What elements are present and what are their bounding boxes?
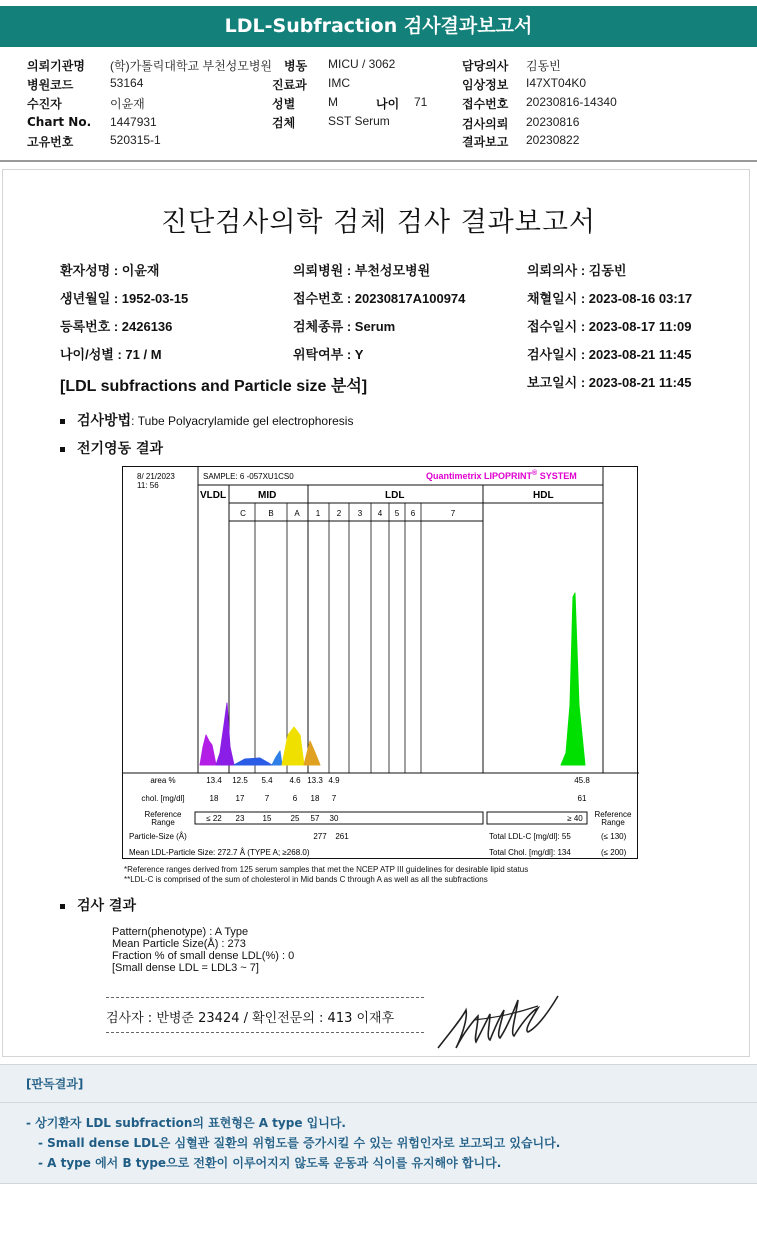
peak-vldl (200, 735, 216, 765)
reading-divider (0, 1102, 757, 1103)
value-receipt: 20230816-14340 (526, 95, 617, 109)
chol-value: 7 (264, 794, 270, 803)
field-receipt: 접수번호 : 20230817A100974 (293, 291, 466, 306)
reading-line-3: - A type 에서 B type으로 전환이 이루어지지 않도록 운동과 식이를 유지해야 합니다. (38, 1156, 502, 1170)
label-age: 나이 (376, 97, 400, 111)
row-label-ref-2: Range (151, 818, 175, 827)
peak-mid-b (234, 758, 272, 765)
total-chol: Total Chol. [mg/dl]: 134 (489, 848, 571, 857)
result-size: Mean Particle Size(Å) : 273 (112, 938, 246, 950)
chart-sample: SAMPLE: 6 -057XU1CS0 (203, 472, 294, 481)
field-hospital: 의뢰병원 : 부천성모병원 (293, 263, 431, 278)
value-specimen: SST Serum (328, 114, 390, 128)
result-fraction: Fraction % of small dense LDL(%) : 0 (112, 950, 295, 962)
value-unique: 520315-1 (110, 133, 161, 147)
label-sex: 성별 (272, 97, 296, 111)
value-dept: IMC (328, 76, 350, 90)
field-receipt-time: 접수일시 : 2023-08-17 11:09 (527, 319, 692, 334)
label-specimen: 검체 (272, 116, 296, 130)
chol-value: 61 (577, 794, 587, 803)
result-title: 검사 결과 (77, 898, 136, 914)
chart-brand-name: Quantimetrix LIPOPRINT (426, 471, 533, 481)
result-pattern: Pattern(phenotype) : A Type (112, 926, 249, 938)
mean-particle-size: Mean LDL-Particle Size: 272.7 Å (TYPE A; ≥268.0) (129, 848, 310, 857)
chart-notes (124, 865, 528, 885)
label-patient: 수진자 (27, 97, 62, 111)
label-report-date: 결과보고 (462, 135, 509, 149)
particle-size-label: Particle-Size (Å) (129, 832, 187, 841)
peak-hdl (561, 593, 585, 765)
group-mid: MID (258, 490, 277, 501)
reading-title: [판독결과] (26, 1077, 84, 1091)
chol-value: 6 (292, 794, 298, 803)
value-ward: MICU / 3062 (328, 57, 396, 71)
band-label-5: 5 (394, 509, 400, 518)
ref-right-label-2: Range (601, 818, 625, 827)
label-dept: 진료과 (272, 78, 307, 92)
group-vldl: VLDL (200, 490, 227, 501)
peak-ldl-1 (282, 727, 304, 765)
result-heading (60, 895, 136, 915)
chart-brand (426, 469, 577, 481)
total-ldl: Total LDL-C [mg/dl]: 55 (489, 832, 571, 841)
value-code: 53164 (110, 76, 144, 90)
area-value: 4.6 (289, 776, 301, 785)
area-value: 13.3 (307, 776, 323, 785)
sign-divider-bottom (106, 1032, 424, 1033)
note-1: *Reference ranges derived from 125 serum samples that met the NCEP ATP III guidelines for desirable lipid status (124, 865, 529, 874)
field-specimen: 검체종류 : Serum (293, 319, 396, 334)
field-agesex: 나이/성별 : 71 / M (60, 347, 162, 362)
area-value: 4.9 (328, 776, 340, 785)
band-label-c: C (240, 509, 246, 518)
ref-value: ≤ 22 (206, 814, 222, 823)
field-test-time: 검사일시 : 2023-08-21 11:45 (527, 347, 692, 362)
area-value: 45.8 (574, 776, 590, 785)
field-birth: 생년월일 : 1952-03-15 (60, 291, 189, 306)
particle-size-value: 277 (313, 832, 327, 841)
sign-divider-top (106, 997, 424, 998)
area-value: 12.5 (232, 776, 248, 785)
total-chol-ref: (≤ 200) (601, 848, 627, 857)
result-definition: [Small dense LDL = LDL3 ~ 7] (112, 962, 259, 974)
patient-header (0, 52, 757, 162)
chol-value: 17 (235, 794, 245, 803)
value-sex: M (328, 95, 338, 109)
lipoprint-svg (123, 467, 639, 860)
value-request: 20230816 (526, 115, 580, 129)
electrophoresis-heading (60, 438, 163, 458)
note-2: **LDL-C is comprised of the sum of cholesterol in Mid bands C through A as well as all the subfractions (124, 875, 488, 884)
label-clinical: 임상정보 (462, 78, 509, 92)
label-unique: 고유번호 (27, 135, 74, 149)
band-label-4: 4 (377, 509, 383, 518)
band-label-b: B (268, 509, 274, 518)
area-value: 5.4 (261, 776, 273, 785)
band-label-a: A (294, 509, 300, 518)
group-hdl: HDL (533, 490, 554, 501)
field-regno: 등록번호 : 2426136 (60, 319, 173, 334)
value-chart: 1447931 (110, 115, 157, 129)
value-patient: 이윤재 (110, 97, 145, 111)
reading-line-2: - Small dense LDL은 심혈관 질환의 위험도를 증가시킬 수 있는 위험인자로 보고되고 있습니다. (38, 1136, 561, 1150)
hdl-ref-value: ≥ 40 (567, 814, 583, 823)
chart-brand-reg: ® (532, 470, 538, 477)
row-label-area: area % (150, 776, 176, 785)
report-banner: LDL-Subfraction 검사결과보고서 (0, 6, 757, 47)
particle-size-value: 261 (335, 832, 349, 841)
label-chart: Chart No. (27, 115, 92, 129)
row-label-ref: Reference (144, 810, 182, 819)
ref-value: 15 (262, 814, 272, 823)
total-ldl-ref: (≤ 130) (601, 832, 627, 841)
lipoprint-chart (122, 466, 638, 859)
value-doctor: 김동빈 (526, 59, 561, 73)
result-block (112, 926, 294, 974)
peak-mid-c (216, 703, 234, 765)
electrophoresis-title: 전기영동 결과 (77, 441, 164, 457)
chol-value: 18 (310, 794, 320, 803)
chart-time: 11: 56 (137, 481, 159, 490)
ref-value: 23 (235, 814, 245, 823)
chol-value: 7 (331, 794, 337, 803)
field-name: 환자성명 : 이윤재 (60, 263, 160, 278)
ref-value: 25 (290, 814, 300, 823)
method-line (60, 410, 353, 430)
label-doctor: 담당의사 (462, 59, 509, 73)
label-code: 병원코드 (27, 78, 74, 92)
value-age: 71 (414, 95, 428, 109)
label-hospital: 의뢰기관명 (27, 59, 85, 73)
peak-mid-a (272, 751, 282, 765)
ref-right-label: Reference (594, 810, 632, 819)
band-label-1: 1 (315, 509, 321, 518)
field-report-time: 보고일시 : 2023-08-21 11:45 (527, 375, 692, 390)
label-ward: 병동 (284, 59, 308, 73)
band-label-3: 3 (357, 509, 363, 518)
band-label-7: 7 (450, 509, 456, 518)
group-ldl: LDL (385, 490, 405, 501)
ref-value: 30 (329, 814, 339, 823)
band-label-6: 6 (410, 509, 416, 518)
ref-value: 57 (310, 814, 320, 823)
chart-brand-suffix: SYSTEM (537, 471, 577, 481)
band-label-2: 2 (336, 509, 342, 518)
handwritten-signature (434, 990, 564, 1055)
field-doctor: 의뢰의사 : 김동빈 (527, 263, 627, 278)
chart-date: 8/ 21/2023 (137, 472, 175, 481)
label-receipt: 접수번호 (462, 97, 509, 111)
reading-line-1: - 상기환자 LDL subfraction의 표현형은 A type 입니다. (26, 1116, 346, 1130)
label-request: 검사의뢰 (462, 117, 509, 131)
method-value: : Tube Polyacrylamide gel electrophoresis (131, 414, 354, 428)
value-clinical: I47XT04K0 (526, 76, 587, 90)
value-hospital: (학)가톨릭대학교 부천성모병원 (110, 59, 273, 73)
method-label: 검사방법 (77, 413, 132, 429)
peak-ldl-2 (304, 741, 320, 765)
signature-line: 검사자 : 반병준 23424 / 확인전문의 : 413 이재후 (106, 1011, 395, 1026)
chol-value: 18 (209, 794, 219, 803)
field-collect-time: 채혈일시 : 2023-08-16 03:17 (527, 291, 693, 306)
field-consign: 위탁여부 : Y (293, 347, 364, 362)
row-label-chol: chol. [mg/dl] (141, 794, 185, 803)
analysis-subtitle: [LDL subfractions and Particle size 분석] (60, 378, 368, 395)
report-title: 진단검사의학 검체 검사 결과보고서 (161, 207, 596, 238)
area-value: 13.4 (206, 776, 222, 785)
value-report-date: 20230822 (526, 133, 580, 147)
